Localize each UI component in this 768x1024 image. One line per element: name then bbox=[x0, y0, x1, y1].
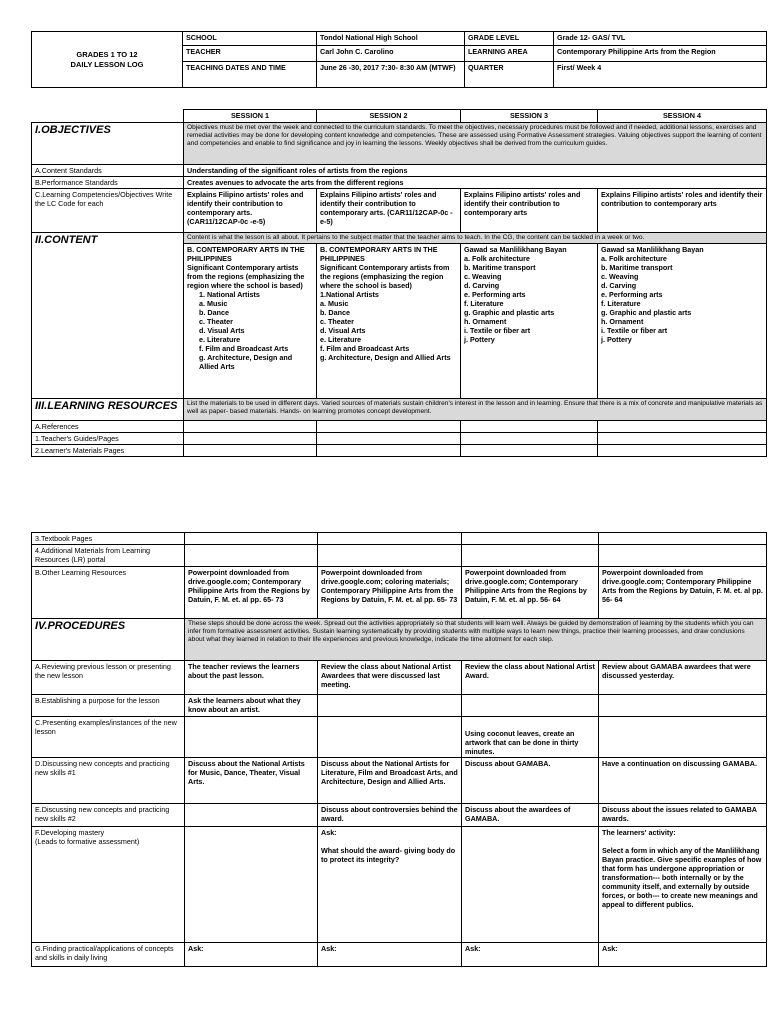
competency-session-1: Explains Filipino artists' roles and identify their contribution to contemporary arts. (CAR11/12CAP-0c -e-5) bbox=[184, 189, 317, 233]
cell-empty bbox=[598, 421, 767, 433]
learning-area-label: LEARNING AREA bbox=[465, 46, 554, 62]
references-label: A.References bbox=[32, 421, 184, 433]
procedure-f-session-3 bbox=[462, 827, 599, 943]
procedure-b-session-2 bbox=[318, 695, 462, 717]
procedure-c-session-2 bbox=[318, 717, 462, 758]
content-session-3 bbox=[461, 244, 598, 399]
cell-empty bbox=[317, 445, 461, 457]
other-resources-session-3: Powerpoint downloaded from drive.google.com; Contemporary Philippine Arts from the Regions by Datuin, F. M. et. al pp. 56- 64 bbox=[462, 567, 599, 619]
other-resources-session-1: Powerpoint downloaded from drive.google.com; Contemporary Philippine Arts from the Regions by Datuin, F. M. et. al pp. 65- 73 bbox=[185, 567, 318, 619]
cell-empty bbox=[461, 445, 598, 457]
cell-empty bbox=[599, 533, 767, 545]
school-value: Tondol National High School bbox=[317, 32, 465, 46]
dll-title-line2: DAILY LESSON LOG bbox=[70, 59, 144, 69]
other-resources-session-2: Powerpoint downloaded from drive.google.com; coloring materials; Contemporary Philippine Arts from the Regions by Datuin, F. M. et. al pp. 65- 73 bbox=[318, 567, 462, 619]
session-4-header: SESSION 4 bbox=[598, 110, 767, 123]
content-s4-line: j. Pottery bbox=[601, 335, 632, 345]
content-s4-line: Gawad sa Manlilikhang Bayan bbox=[601, 245, 704, 255]
cell-empty bbox=[184, 433, 317, 445]
cell-empty bbox=[317, 433, 461, 445]
procedure-label-e: E.Discussing new concepts and practicing new skills #2 bbox=[32, 804, 185, 827]
content-s4-line: h. Ornament bbox=[601, 317, 644, 327]
procedure-g-session-1: Ask: bbox=[185, 943, 318, 967]
procedure-label-f: F.Developing mastery (Leads to formative assessment) bbox=[32, 827, 185, 943]
dates-value: June 26 -30, 2017 7:30- 8:30 AM (MTWF) bbox=[317, 62, 465, 88]
content-s2-line: f. Film and Broadcast Arts bbox=[320, 344, 410, 354]
school-label: SCHOOL bbox=[183, 32, 317, 46]
cell-empty bbox=[598, 433, 767, 445]
procedure-g-session-2: Ask: bbox=[318, 943, 462, 967]
content-s1-line: B. CONTEMPORARY ARTS IN THE PHILIPPINES bbox=[187, 245, 305, 264]
learning-resources-note: List the materials to be used in different days. Varied sources of materials sustain children's interest in the lesson and in learning. Ensure that there is a mix of concrete and manipulative materials as well as paper- based materials. Hands- on learning promotes concept development. bbox=[184, 399, 767, 421]
performance-standards-label: B.Performance Standards bbox=[32, 177, 184, 189]
cell-empty bbox=[185, 545, 318, 567]
content-s2-line: d. Visual Arts bbox=[320, 326, 366, 336]
content-s3-line: e. Performing arts bbox=[464, 290, 526, 300]
content-s4-line: g. Graphic and plastic arts bbox=[601, 308, 692, 318]
content-s2-line: Significant Contemporary artists from the regions (emphasizing the region where the school is based) bbox=[320, 263, 450, 291]
procedure-d-session-1: Discuss about the National Artists for Music, Dance, Theater, Visual Arts. bbox=[185, 758, 318, 804]
procedure-f-session-2: Ask: What should the award- giving body do to protect its integrity? bbox=[318, 827, 462, 943]
content-s1-line: e. Literature bbox=[199, 335, 241, 345]
cell-empty bbox=[461, 421, 598, 433]
procedure-d-session-3: Discuss about GAMABA. bbox=[462, 758, 599, 804]
content-note: Content is what the lesson is all about. It pertains to the subject matter that the teacher aims to teach. In the CG, the content can be tackled in a week or two. bbox=[184, 233, 767, 244]
procedure-label-g: G.Finding practical/applications of concepts and skills in daily living bbox=[32, 943, 185, 967]
cell-empty bbox=[461, 433, 598, 445]
learning-area-value: Contemporary Philippine Arts from the Region bbox=[554, 46, 767, 62]
content-s1-line: a. Music bbox=[199, 299, 228, 309]
content-s4-line: a. Folk architecture bbox=[601, 254, 667, 264]
content-s3-line: h. Ornament bbox=[464, 317, 507, 327]
procedure-label-d: D.Discussing new concepts and practicing new skills #1 bbox=[32, 758, 185, 804]
content-s2-line: e. Literature bbox=[320, 335, 362, 345]
procedure-e-session-3: Discuss about the awardees of GAMABA. bbox=[462, 804, 599, 827]
content-s3-line: j. Pottery bbox=[464, 335, 495, 345]
content-s2-line: a. Music bbox=[320, 299, 349, 309]
textbook-label: 3.Textbook Pages bbox=[32, 533, 185, 545]
procedure-e-session-2: Discuss about controversies behind the award. bbox=[318, 804, 462, 827]
performance-standards-value: Creates avenues to advocate the arts from the different regions bbox=[184, 177, 767, 189]
procedure-a-session-4: Review about GAMABA awardees that were discussed yesterday. bbox=[599, 661, 767, 695]
content-s2-line: c. Theater bbox=[320, 317, 354, 327]
learning-resources-heading: III.LEARNING RESOURCES bbox=[32, 399, 184, 421]
content-s1-line: Significant Contemporary artists from the regions (emphasizing the region where the school is based) bbox=[187, 263, 305, 291]
header-table bbox=[31, 31, 767, 88]
teacher-label: TEACHER bbox=[183, 46, 317, 62]
content-s3-line: f. Literature bbox=[464, 299, 504, 309]
content-s1-line: d. Visual Arts bbox=[199, 326, 245, 336]
quarter-label: QUARTER bbox=[465, 62, 554, 88]
content-standards-label: A.Content Standards bbox=[32, 165, 184, 177]
cell-empty bbox=[462, 545, 599, 567]
blank-corner bbox=[32, 110, 184, 123]
content-s4-line: b. Maritime transport bbox=[601, 263, 673, 273]
cell-empty bbox=[318, 545, 462, 567]
content-s3-line: c. Weaving bbox=[464, 272, 502, 282]
procedure-a-session-2: Review the class about National Artist Awardees that were discussed last meeting. bbox=[318, 661, 462, 695]
procedure-c-session-3: Using coconut leaves, create an artwork that can be done in thirty minutes. bbox=[462, 717, 599, 758]
content-s3-line: i. Textile or fiber art bbox=[464, 326, 531, 336]
procedure-a-session-3: Review the class about National Artist Award. bbox=[462, 661, 599, 695]
lesson-table-page2 bbox=[31, 532, 767, 967]
procedures-heading: IV.PROCEDURES bbox=[32, 619, 185, 661]
content-s2-line: 1.National Artists bbox=[320, 290, 379, 300]
competency-session-4: Explains Filipino artists' roles and identify their contribution to contemporary arts bbox=[598, 189, 767, 233]
procedure-d-session-2: Discuss about the National Artists for Literature, Film and Broadcast Arts, and Architecture, Design and Allied Arts. bbox=[318, 758, 462, 804]
content-s4-line: d. Carving bbox=[601, 281, 637, 291]
procedure-a-session-1: The teacher reviews the learners about the past lesson. bbox=[185, 661, 318, 695]
procedure-c-session-4 bbox=[599, 717, 767, 758]
learners-materials-label: 2.Learner's Materials Pages bbox=[32, 445, 184, 457]
procedure-g-session-4: Ask: bbox=[599, 943, 767, 967]
content-s1-line: f. Film and Broadcast Arts bbox=[199, 344, 289, 354]
content-s3-line: a. Folk architecture bbox=[464, 254, 530, 264]
procedure-label-c: C.Presenting examples/instances of the new lesson bbox=[32, 717, 185, 758]
cell-empty bbox=[598, 445, 767, 457]
procedures-note: These steps should be done across the week. Spread out the activities appropriately so that students will learn well. Always be guided by demonstration of learning by the students which you can infer from formative assessment activities. Sustain learning systematically by providing students with multiple ways to learn new things, practice their learning processes, and draw conclusions about what they learned in relation to their life experiences and previous knowledge, indicate the time allotment for each step. bbox=[185, 619, 767, 661]
procedure-f-session-1 bbox=[185, 827, 318, 943]
dates-label: TEACHING DATES AND TIME bbox=[183, 62, 317, 88]
content-s2-line: g. Architecture, Design and Allied Arts bbox=[320, 353, 451, 363]
teachers-guide-label: 1.Teacher's Guides/Pages bbox=[32, 433, 184, 445]
objectives-note: Objectives must be met over the week and connected to the curriculum standards. To meet the objectives, necessary procedures must be followed and if needed, additional lessons, exercises and remedial activities may be done for developing content knowledge and competencies. These are assessed using Formative Assessment strategies. Valuing objectives support the learning of content and competencies and enable to find significance and joy in learning the lessons. Weekly objectives shall be derived from the curriculum guides. bbox=[184, 123, 767, 165]
content-s3-line: g. Graphic and plastic arts bbox=[464, 308, 555, 318]
content-session-4 bbox=[598, 244, 767, 399]
content-s4-line: c. Weaving bbox=[601, 272, 639, 282]
grade-level-value: Grade 12- GAS/ TVL bbox=[554, 32, 767, 46]
procedure-e-session-4: Discuss about the issues related to GAMABA awards. bbox=[599, 804, 767, 827]
procedure-b-session-4 bbox=[599, 695, 767, 717]
content-session-2 bbox=[317, 244, 461, 399]
procedure-c-session-1 bbox=[185, 717, 318, 758]
teacher-value: Carl John C. Carolino bbox=[317, 46, 465, 62]
grade-level-label: GRADE LEVEL bbox=[465, 32, 554, 46]
session-2-header: SESSION 2 bbox=[317, 110, 461, 123]
competency-session-3: Explains Filipino artists' roles and identify their contribution to contemporary arts bbox=[461, 189, 598, 233]
procedure-label-a: A.Reviewing previous lesson or presenting the new lesson bbox=[32, 661, 185, 695]
session-3-header: SESSION 3 bbox=[461, 110, 598, 123]
dll-title-line1: GRADES 1 TO 12 bbox=[76, 50, 138, 60]
other-resources-label: B.Other Learning Resources bbox=[32, 567, 185, 619]
dll-title bbox=[32, 32, 183, 88]
cell-empty bbox=[317, 421, 461, 433]
cell-empty bbox=[184, 421, 317, 433]
content-session-1 bbox=[184, 244, 317, 399]
content-s4-line: f. Literature bbox=[601, 299, 641, 309]
procedure-f-session-4: The learners' activity: Select a form in which any of the Manlilikhang Bayan practice. Give specific examples of how that form has undergone appropriation or transformation--- both internally or by the community itself, and externally by outside forces, or both--- to create new meanings and appeal to different publics. bbox=[599, 827, 767, 943]
procedure-e-session-1 bbox=[185, 804, 318, 827]
content-s3-line: d. Carving bbox=[464, 281, 500, 291]
competencies-label: C.Learning Competencies/Objectives Write the LC Code for each bbox=[32, 189, 184, 233]
cell-empty bbox=[318, 533, 462, 545]
content-s4-line: i. Textile or fiber art bbox=[601, 326, 668, 336]
content-s1-line: b. Dance bbox=[199, 308, 229, 318]
content-s1-line: 1. National Artists bbox=[199, 290, 260, 300]
procedure-d-session-4: Have a continuation on discussing GAMABA. bbox=[599, 758, 767, 804]
content-s3-line: b. Maritime transport bbox=[464, 263, 536, 273]
procedure-b-session-3 bbox=[462, 695, 599, 717]
content-s4-line: e. Performing arts bbox=[601, 290, 663, 300]
content-standards-value: Understanding of the significant roles of artists from the regions bbox=[184, 165, 767, 177]
competency-session-2: Explains Filipino artists' roles and identify their contribution to contemporary arts. (CAR11/12CAP-0c -e-5) bbox=[317, 189, 461, 233]
objectives-heading: I.OBJECTIVES bbox=[32, 123, 184, 165]
content-s2-line: b. Dance bbox=[320, 308, 350, 318]
cell-empty bbox=[184, 445, 317, 457]
content-heading: II.CONTENT bbox=[32, 233, 184, 399]
procedure-label-b: B.Establishing a purpose for the lesson bbox=[32, 695, 185, 717]
quarter-value: First/ Week 4 bbox=[554, 62, 767, 88]
procedure-g-session-3: Ask: bbox=[462, 943, 599, 967]
other-resources-session-4: Powerpoint downloaded from drive.google.com; Contemporary Philippine Arts from the Regions by Datuin, F. M. et. al pp. 56- 64 bbox=[599, 567, 767, 619]
cell-empty bbox=[185, 533, 318, 545]
additional-materials-label: 4.Additional Materials from Learning Resources (LR) portal bbox=[32, 545, 185, 567]
content-s2-line: B. CONTEMPORARY ARTS IN THE PHILIPPINES bbox=[320, 245, 438, 264]
content-s3-line: Gawad sa Manlilikhang Bayan bbox=[464, 245, 567, 255]
cell-empty bbox=[599, 545, 767, 567]
content-s1-line: c. Theater bbox=[199, 317, 233, 327]
content-s1-line: g. Architecture, Design and Allied Arts bbox=[199, 353, 293, 372]
procedure-b-session-1: Ask the learners about what they know about an artist. bbox=[185, 695, 318, 717]
session-1-header: SESSION 1 bbox=[184, 110, 317, 123]
lesson-table-page1 bbox=[31, 109, 767, 457]
cell-empty bbox=[462, 533, 599, 545]
